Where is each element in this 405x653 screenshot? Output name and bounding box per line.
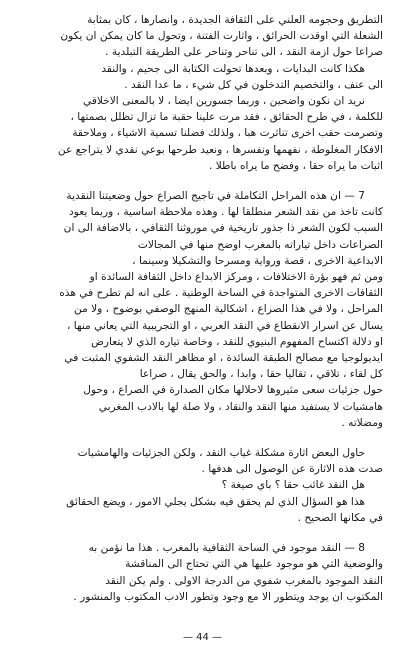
text-line: في مكانها الصحيح . (297, 511, 383, 524)
text-line: حاول البعض اثارة مشكلة غياب النقد ، ولكن الجزئيات والهامشيات (77, 447, 365, 460)
paragraph-4 (20, 540, 383, 605)
text-line: نريد ان نكون واضحين ، وربما جسورين ايضا ، لا بالمعنى الاخلاقي (82, 95, 365, 108)
text-line: صدت هذه الاثارة عن الوصول الى هدفها . (201, 463, 383, 476)
text-line: اثبات ما يراه حقا ، وفضح ما يراه باطلا . (208, 159, 383, 172)
text-line: هذا هو السؤال الذي لم يحقق فيه بشكل يجلي الامور ، ويضع الحقائق (66, 495, 365, 508)
text-line: النقد الموجود بالمغرب شفوي من الدرجة الاولى . ولم يكن النقد (105, 574, 383, 587)
paragraph-1 (20, 12, 383, 174)
text-line: حول جزئيات سعى مثيروها لاحلالها مكان الصدارة في الصراع ، وحول (83, 384, 383, 397)
text-line: 7 — ان هذه المراحل التكاملة في تاجيج الصراع حول وضعيتنا النقدية (66, 190, 365, 203)
text-line: والوضعية التي هو موجود عليها هي التي تحتاج الى المناقشة (125, 558, 383, 571)
text-line: يسال عن اسرار الانقطاع في النقد العربي ، او التجريبية التي يعاني منها ، (66, 319, 383, 332)
text-line: ومن ثم فهو بؤرة الاختلافات ، ومركز الابداع داخل الثقافة السائدة او (89, 271, 383, 284)
text-line: كانت تاخذ من نقد الشعر منطلقا لها . وهذه ملاحظة اساسية ، وربما يعود (69, 206, 383, 219)
text-line: الثقافات الاخرى المتواجدة في الساحة الوطنية . على انه لم تطرح في هذه (59, 287, 383, 300)
text-line: المكتوب ان يوجد ويتطور الا مع وجود وتطور الادب المكتوب والمنشور . (73, 590, 383, 603)
text-line: هكذا كانت البدايات ، وبعدها تحولت الكتابة الى جحيم ، والنقد (101, 62, 365, 75)
text-line: التطريق وحجومه العلني على الثقافة الجديدة ، وانصارها ، كان بمثابة (87, 14, 383, 26)
text-line: ومضلاته . (341, 416, 383, 429)
text-line: الصراعات داخل تياراته بالمغرب اوضح منها في المجالات (137, 238, 383, 251)
text-line: المراحل ، ولا في هذا الصراع ، اشكالية المنهج الوصفي بوضوح ، ولا من (74, 303, 383, 316)
text-line: او دلالة اكتساح المفهوم البنيوي للنقد ، وخاصة تياره الذي لا يتعارض (91, 335, 383, 348)
paragraph-3 (20, 445, 383, 526)
text-line: للكلمة ، في طرح الحقائق ، فقد مرت علينا حقبة ما تزال تظلل بصمتها ، (70, 111, 383, 124)
page-number: — 44 — (182, 632, 223, 643)
paragraph-2 (20, 188, 383, 431)
text-line: الافكار المغلوطة ، نفهمها ونفسرها ، ونعيد طرحها بوعي نقدي لا يتراجع عن (57, 143, 383, 156)
text-line: هامشيات لا يستفيد منها النقد والنقاد ، ولا صلة لها بالادب المغربي (98, 400, 383, 413)
text-line: ايديولوجيا مع مصالح الطبقة السائدة ، او مظاهر النقد الشفوي المثبت في (64, 352, 383, 365)
text-line: كل لقاء ، تلاقي ، تقاليا حقا ، وابدا ، والحق يقال ، صراعا (139, 368, 383, 381)
text-line: وتصرمت حقب اخرى تناثرت هبا ، ولذلك فضلنا تسمية الاشياء ، وملاحقة (72, 127, 383, 140)
text-line: صراعا حول ازمة النقد ، الى تناحر وتناحر على الطريقة التبلدية . (105, 46, 383, 59)
text-line: الى عنف ، والتخصيم التدخلون في كل شيء ، ما عدا النقد . (124, 78, 383, 91)
text-line: الابداعية الاخرى ، قصة ورواية ومسرحا والتشكيلا وسينما ، (132, 254, 383, 267)
text-line: هل النقد غائب حقا ؟ باي صيغة ؟ (221, 479, 365, 492)
text-line: الشعلة التي اوقدت الحرائق ، واثارت الفتنة ، وتحول ما كان يمكن ان يكون (60, 30, 383, 43)
text-line: 8 — النقد موجود في الساحة الثقافية بالمغرب . هذا ما نؤمن به (88, 542, 365, 555)
text-line: السبب لكون الشعر ذا جذور تاريخية في موروثنا الثقافي ، بالاضافة الى ان (63, 222, 383, 235)
